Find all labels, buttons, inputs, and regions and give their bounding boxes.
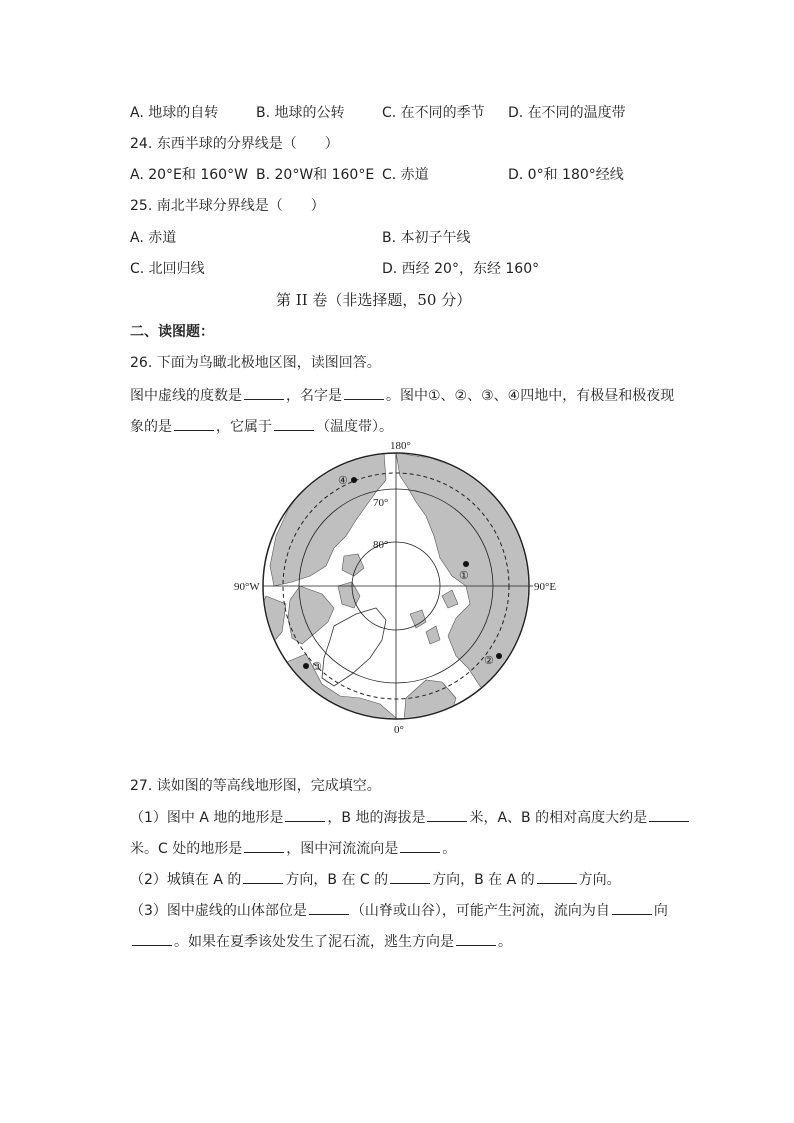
answer-blank[interactable] — [244, 385, 284, 400]
q24-option-d: D. 0°和 180°经线 — [508, 167, 624, 183]
q27-text: 。 — [498, 934, 512, 950]
q27-line-3 — [130, 869, 621, 889]
q27-line-1 — [130, 807, 691, 827]
answer-blank[interactable] — [649, 807, 689, 822]
q27-line-4 — [130, 900, 668, 920]
q27-line-2 — [130, 838, 456, 858]
q27-text: （1）图中 A 地的地形是 — [130, 810, 284, 826]
point-2-dot — [496, 653, 502, 659]
q24-stem: 24. 东西半球的分界线是（ ） — [130, 136, 339, 152]
q26-text: （温度带）。 — [316, 419, 393, 435]
q23-option-a: A. 地球的自转 — [130, 105, 219, 121]
point-3-label: ③ — [312, 661, 322, 673]
q26-text: ，名字是 — [286, 388, 342, 404]
answer-blank[interactable] — [174, 416, 214, 431]
q26-text: 。图中①、②、③、④四地中，有极昼和极夜现 — [386, 388, 675, 404]
q26-line-1 — [130, 385, 674, 405]
q26-text: ，它属于 — [216, 419, 272, 435]
answer-blank[interactable] — [274, 416, 314, 431]
part2-heading: 二、读图题： — [130, 324, 214, 340]
q24-option-b: B. 20°W和 160°E — [256, 167, 375, 183]
label-90e: 90°E — [534, 581, 557, 593]
q25-option-a: A. 赤道 — [130, 230, 177, 246]
answer-blank[interactable] — [132, 931, 172, 946]
q23-option-d: D. 在不同的温度带 — [508, 105, 626, 121]
q27-text: 。如果在夏季该处发生了泥石流，逃生方向是 — [174, 934, 454, 950]
label-0: 0° — [394, 724, 404, 736]
answer-blank[interactable] — [537, 869, 577, 884]
point-4-dot — [351, 477, 357, 483]
q27-line-5 — [130, 931, 512, 951]
q26-text: 象的是 — [130, 419, 172, 435]
q26-text: 图中虚线的度数是 — [130, 388, 242, 404]
answer-blank[interactable] — [400, 838, 440, 853]
answer-blank[interactable] — [612, 900, 652, 915]
q27-stem: 27. 读如图的等高线地形图，完成填空。 — [130, 778, 381, 794]
answer-blank[interactable] — [427, 807, 467, 822]
q24-option-c: C. 赤道 — [382, 167, 429, 183]
point-4-label: ④ — [338, 475, 348, 487]
answer-blank[interactable] — [456, 931, 496, 946]
q27-text: ，图中河流流向是 — [286, 841, 399, 857]
point-1-label: ① — [459, 570, 469, 582]
q23-option-c: C. 在不同的季节 — [382, 105, 485, 121]
q27-text: 米，A、B 的相对高度大约是 — [469, 810, 648, 826]
answer-blank[interactable] — [390, 869, 430, 884]
answer-blank[interactable] — [244, 838, 284, 853]
q25-option-c: C. 北回归线 — [130, 261, 205, 277]
q25-option-b: B. 本初子午线 — [382, 230, 471, 246]
q27-text: 。 — [442, 841, 457, 857]
answer-blank[interactable] — [309, 900, 349, 915]
part2-title: 第 II 卷（非选择题，50 分） — [276, 291, 472, 309]
answer-blank[interactable] — [243, 869, 283, 884]
q27-text: 方向，B 在 C 的 — [285, 872, 389, 888]
q26-line-2 — [130, 416, 393, 436]
arctic-polar-map — [230, 436, 570, 736]
point-2-label: ② — [484, 655, 494, 667]
q27-text: ，B 地的海拔是 — [327, 810, 426, 826]
q27-text: （3）图中虚线的山体部位是 — [130, 903, 307, 919]
point-3-dot — [303, 663, 309, 669]
q27-text: （山脊或山谷），可能产生河流，流向为自 — [350, 903, 610, 919]
q27-text: 米。C 处的地形是 — [130, 841, 243, 857]
q23-option-b: B. 地球的公转 — [256, 105, 345, 121]
answer-blank[interactable] — [285, 807, 325, 822]
q25-option-d: D. 西经 20°，东经 160° — [382, 261, 540, 277]
answer-blank[interactable] — [344, 385, 384, 400]
label-lat-70: 70° — [373, 497, 389, 509]
q24-option-a: A. 20°E和 160°W — [130, 167, 248, 183]
q25-stem: 25. 南北半球分界线是（ ） — [130, 198, 325, 214]
label-lat-80: 80° — [373, 539, 389, 551]
q26-stem: 26. 下面为鸟瞰北极地区图，读图回答。 — [130, 355, 381, 371]
point-1-dot — [463, 561, 469, 567]
q27-text: （2）城镇在 A 的 — [130, 872, 242, 888]
label-180: 180° — [390, 440, 411, 452]
label-90w: 90°W — [234, 581, 260, 593]
q27-text: 方向，B 在 A 的 — [432, 872, 535, 888]
q27-text: 方向。 — [578, 872, 621, 888]
q27-text: 向 — [653, 903, 668, 919]
